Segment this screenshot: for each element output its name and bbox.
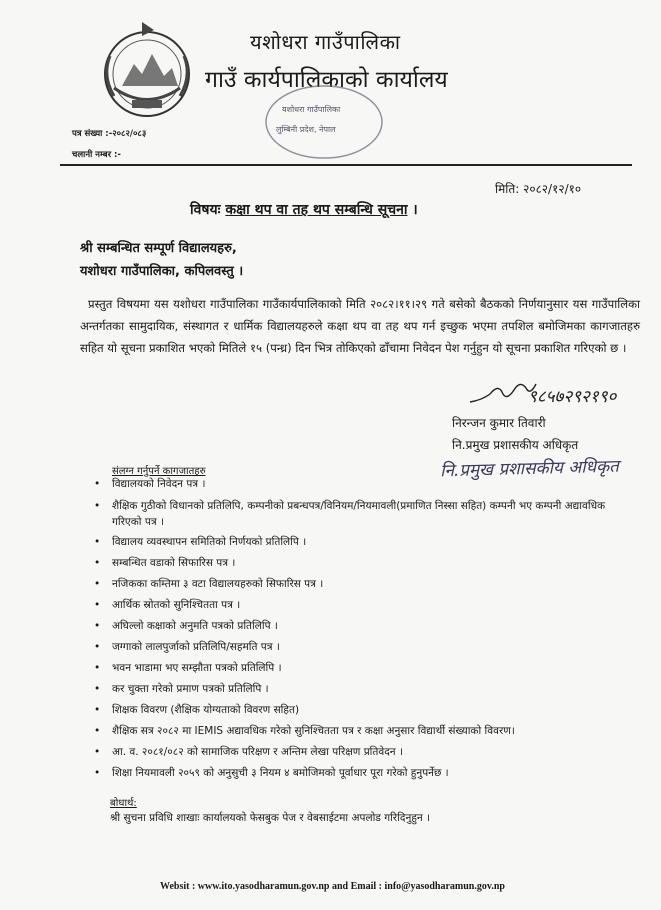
list-item: • विद्यालय व्यवस्थापन समितिको निर्णयको प्रतिलिपि । — [94, 536, 307, 548]
list-item: • आ. व. २०८१/०८२ को सामाजिक परिक्षण र अन्तिम लेखा परिक्षण प्रतिवेदन । — [94, 746, 403, 758]
subject-prefix: विषयः — [190, 202, 221, 218]
stamp-line-2: लुम्बिनी प्रदेश, नेपाल — [276, 125, 336, 134]
stamp-line-1: यशोधरा गाउँपालिका — [282, 105, 341, 114]
bodhartha-heading: बोधार्थ: — [110, 798, 137, 809]
reference-number: पत्र संख्या :-२०८२/०८३ — [72, 129, 147, 139]
list-item: • शिक्षक विवरण (शैक्षिक योग्यताको विवरण सहित) — [94, 704, 300, 716]
signature-number: ९८५७२९२१९० — [528, 387, 617, 407]
subject-text: कक्षा थप वा तह थप सम्बन्धि सूचना — [225, 202, 408, 218]
bodhartha-text: श्री सुचना प्रविधि शाखाः कार्यालयको फेसबुक पेज र वेबसाईटमा अपलोड गरिदिनुहुन । — [110, 812, 431, 824]
signatory-title: नि.प्रमुख प्रशासकीय अधिकृत — [452, 438, 579, 452]
list-item: • शैक्षिक सत्र २०८२ मा IEMIS अद्यावधिक गरेको सुनिश्चितता पत्र र कक्षा अनुसार विद्यार्थी संख्याको विवरण। — [94, 725, 515, 737]
subject-line — [190, 200, 418, 219]
list-item: • भवन भाडामा भए सम्झौता पत्रको प्रतिलिपि । — [94, 662, 282, 674]
list-item: • कर चुक्ता गरेको प्रमाण पत्रको प्रतिलिपि । — [94, 683, 269, 695]
list-item: • अघिल्लो कक्षाको अनुमति पत्रको प्रतिलिपि । — [94, 620, 278, 632]
list-item: • नजिकका कम्तिमा ३ वटा विद्यालयहरुको सिफारिस पत्र । — [94, 578, 324, 590]
dispatch-number: चलानी नम्बर :- — [72, 150, 121, 160]
signatory-stamp: नि.प्रमुख प्रशासकीय अधिकृत — [439, 456, 620, 482]
list-item: • सम्बन्धित वडाको सिफारिस पत्र । — [94, 557, 236, 569]
list-item: • आर्थिक स्रोतको सुनिश्चितता पत्र । — [94, 599, 241, 611]
emblem-logo — [92, 16, 202, 126]
list-item: • जग्गाको लालपुर्जाको प्रतिलिपि/सहमति पत्र । — [94, 641, 280, 653]
office-subtitle: गाउँ कार्यपालिकाको कार्यालय — [205, 67, 448, 93]
list-item: • विद्यालयको निवेदन पत्र । — [94, 478, 206, 490]
notice-body: प्रस्तुत विषयमा यस यशोधरा गाउँपालिका गाउँकार्यपालिकाको मिति २०८२।११।२९ गते बसेको बैठकको निर्णयानुसार यस गाउँपालिका अन्तर्गतका सामुदायिक, संस्थागत र धार्मिक विद्यालयहरुले कक्षा थप वा तह थप गर्न इच्छुक भएमा तपशिल बमोजिमका कागजातहरु सहित यो सूचना प्रकाशित भएको मितिले १५ (पन्ध्र) दिन भित्र तोकिएको ढाँचामा निवेदन पेश गर्नुहुन यो सूचना प्रकाशित गरिएको छ । — [80, 297, 640, 355]
recipient-line-2: यशोधरा गाउँपालिका, कपिलवस्तु । — [80, 264, 244, 279]
footer-contact: Websit : www.ito.yasodharamun.gov.np and Email : info@yasodharamun.gov.np — [160, 881, 505, 892]
list-item: • शिक्षा नियमावली २०५९ को अनुसुची ३ नियम ४ बमोजिमको पूर्वाधार पूरा गरेको हुनुपर्नेछ । — [94, 767, 449, 779]
signatory-name: निरन्जन कुमार तिवारी — [452, 416, 546, 430]
list-item: • शैक्षिक गुठीको विधानको प्रतिलिपि, कम्पनीको प्रबन्धपत्र/विनियम/नियमावली(प्रमाणित निस्सा सहित) कम्पनी भए कम्पनी अद्यावधिक गरिएको पत्र । — [94, 500, 606, 528]
recipient-line-1: श्री सम्बन्धित सम्पूर्ण विद्यालयहरु, — [80, 241, 237, 256]
office-name: यशोधरा गाउँपालिका — [250, 30, 401, 54]
office-stamp — [262, 82, 387, 162]
notice-date: मिति: २०८२/१२/१० — [495, 182, 582, 196]
subject-suffix: । — [412, 202, 418, 218]
header-divider — [60, 164, 632, 166]
attachments-heading: संलग्न गर्नुपर्ने कागजातहरु — [112, 466, 206, 477]
signature — [468, 376, 638, 412]
